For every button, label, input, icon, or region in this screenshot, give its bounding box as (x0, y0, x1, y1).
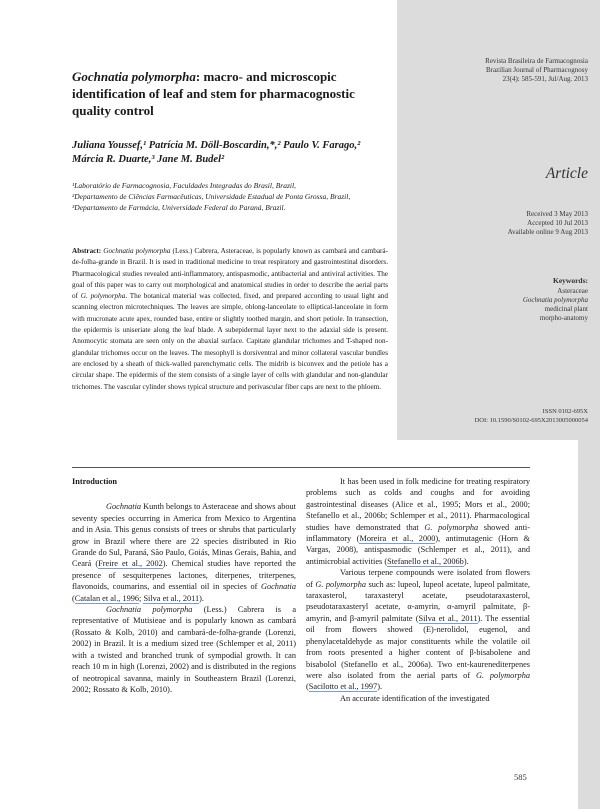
paragraph-text: ( (306, 682, 309, 692)
intro-paragraph-4 (306, 567, 530, 692)
article-dates (428, 210, 588, 237)
intro-paragraph-5: An accurate identification of the investigated (340, 693, 490, 703)
paragraph-text: ). (377, 682, 383, 692)
citation-link[interactable]: Sacilotto et al., 1997 (308, 682, 378, 692)
paragraph-text: ). (199, 593, 204, 603)
citation-link[interactable]: Catalan et al., 1996 (74, 593, 140, 603)
paragraph-text: ). Chemical studies have reported the presence of sesquiterpenes lactones, diterpenes, triterpenes, flavonoids, coumarins, and essential oil in species of (72, 559, 296, 592)
intro-paragraph-1 (72, 501, 296, 604)
right-margin-strip (578, 440, 600, 809)
abstract (72, 246, 388, 393)
journal-name-pt: Revista Brasileira de Farmacognosia (485, 57, 588, 65)
citation-link[interactable]: Silva et al., 2011 (418, 613, 478, 623)
species-name: G. polymorpha (424, 522, 479, 532)
article-identifiers (418, 408, 588, 425)
affiliations (72, 180, 394, 213)
affiliation-item: ³Departamento de Farmácia, Universidade Federal do Paraná, Brazil. (72, 203, 286, 212)
page-number: 585 (514, 772, 527, 782)
title-species: Gochnatia polymorpha (72, 69, 196, 84)
paragraph-text: ). (463, 556, 469, 566)
species-name: G. polymorpha (315, 579, 366, 589)
keyword-item: medicinal plant (544, 305, 588, 313)
accepted-date: Accepted 10 Jul 2013 (527, 219, 588, 227)
keywords-list (418, 287, 588, 323)
journal-volume-info: 23(4): 585-591, Jul/Aug. 2013 (502, 75, 588, 83)
paragraph-text: Various terpene compounds were isolated from flowers of (306, 568, 530, 589)
citation-link[interactable]: Freire et al., 2002 (98, 559, 163, 569)
paragraph-text: ), antimutagenic (Horn & Vargas, 2008), antispasmodic (Schlemper et al., 2011), and antimicrobial activities ( (306, 534, 531, 566)
citation-link[interactable]: Stefanello et al., 2006b (387, 556, 464, 566)
title-rest: : macro- and microscopic identification of leaf and stem for pharmacognostic quality control (72, 69, 355, 118)
body-column-right (306, 476, 530, 704)
affiliation-item: ²Departamento de Ciências Farmacêuticas, Universidade Estadual de Ponta Grossa, Brazil, (72, 192, 351, 201)
paragraph-text: ). The essential oil from flowers showed (E)-nerolidol, eugenol, and phenylacetaldehyde as major constituents while the volatile oil from roots presented a higher content of β-bisabolene and bisabolol (Stefanello et al., 2006a). Two ent-kaurenediterpenes were also isolated from the aerial parts of (306, 613, 530, 680)
issn: ISSN 0102-695X (542, 408, 588, 415)
paragraph-text: (Less.) Cabrera is a representative of Mutisieae and is popularly known as cambará (Rossato & Kolb, 2010) and cambará-de-folha-grande (Lorenzi, 2002) in Brazil. It is a medium sized tree (Schlemper et al, 2011) with a twisted and branched trunk of sympodial growth. It can reach 10 m in high (Lorenzi, 2002) and is distributed in the regions of neotropical savanna, mainly in Southeastern Brazil (Lorenzi, 2002; Rossato & Kolb, 2010). (72, 605, 297, 694)
keyword-item: Gochnatia polymorpha (522, 296, 588, 304)
journal-name-en: Brazilian Journal of Pharmacognosy (485, 66, 588, 74)
author-list (72, 139, 392, 167)
abstract-species: Gochnatia polymorpha (103, 247, 171, 255)
paragraph-text: ( (72, 593, 75, 603)
authors-line-1: Juliana Youssef,¹ Patrícia M. Döll-Boscardin,*,² Paulo V. Farago,² (72, 140, 361, 151)
affiliation-item: ¹Laboratório de Farmacognosia, Faculdades Integradas do Brasil, Brazil, (72, 181, 296, 190)
species-name: G. polymorpha (475, 670, 531, 680)
genus-name: Gochnatia (260, 582, 296, 592)
paragraph-text: Kunth belongs to Asteraceae and shows about seventy species occurring in America from Mexico to Argentina and in Asia. This genus consists of trees or shrubs that particularly grow in Brazil where there are 22 species distributed in Rio Grande do Sul, Paraná, São Paulo, Goiás, Minas Gerais, Bahia, and Ceará ( (72, 502, 296, 569)
keywords-heading: Keywords: (553, 276, 588, 285)
received-date: Received 3 May 2013 (526, 210, 588, 218)
intro-paragraph-2 (72, 604, 296, 695)
body-column-left (72, 476, 296, 695)
article-title (72, 68, 372, 119)
journal-info (428, 57, 588, 84)
section-divider (72, 467, 530, 468)
abstract-species-short: G. polymorpha (80, 292, 126, 301)
intro-paragraph-3 (306, 476, 530, 567)
paragraph-text: such as: lupeol, lupeol acetate, lupeol palmitate, taraxasterol, taraxasteryl acetate, pseudotaraxasterol, pseudotaraxasteryl acetate, α-amyrin, α-amyril palmitate, β-amyrin, and β-amyril palmitate ( (306, 579, 530, 623)
article-type-label: Article (545, 165, 588, 182)
intro-heading: Introduction (72, 477, 118, 486)
citation-link[interactable]: Moreira et al., 2000 (359, 534, 436, 544)
doi[interactable]: DOI: 10.1590/S0102-695X2013005000054 (474, 416, 588, 424)
keyword-item: morpho-anatomy (539, 314, 588, 322)
paragraph-text: It has been used in folk medicine for treating respiratory problems such as colds and coughs and for avoiding gastrointestinal diseases (Alice et al., 1995; Mors et al., 2000; Stefanello et al., 2006b; Schlemper et al., 2011). Pharmacological studies have demonstrated that (306, 477, 530, 532)
keyword-item: Asteraceae (557, 287, 588, 295)
paragraph-text: showed anti-inflammatory ( (306, 522, 530, 544)
species-name: Gochnatia polymorpha (106, 605, 193, 615)
abstract-text-2: . The botanical material was collected, fixed, and prepared according to usual light and scanning electron microtechniques. The leaves are simple, oblong-lanceolate to elliptical-lanceolate in form with mucronate acute apex, rounded base, entire or slightly toothed margin, and short petiole. In transection, the epidermis is uniseriate along the leaf blade. A subepidermal layer next to the adaxial side is present. Anomocytic stomata are seen only on the abaxial surface. Capitate glandular trichomes and T-shaped non-glandular trichomes occur on the leaves. The mesophyll is dorsiventral and minor collateral vascular bundles are enclosed by a sheath of thick-walled parenchymatic cells. The midrib is biconvex and the petiole has a circular shape. The epidermis of the stem consists of a single layer of cells with glandular and non-glandular trichomes. The vascular cylinder shows typical structure and perivascular fiber caps are next to the phloem. (72, 292, 388, 391)
genus-name: Gochnatia (106, 502, 142, 512)
citation-link[interactable]: Silva et al., 2011 (143, 593, 200, 603)
paragraph-text: ; (139, 593, 144, 603)
authors-line-2: Márcia R. Duarte,³ Jane M. Budel² (72, 154, 225, 165)
online-date: Available online 9 Aug 2013 (507, 228, 588, 236)
abstract-label: Abstract: (72, 247, 102, 255)
abstract-text-1: (Less.) Cabrera, Asteraceae, is popularly known as cambará and cambará-de-folha-grande in Brazil. It is used in traditional medicine to treat respiratory and gastrointestinal disorders. Pharmacological studies revealed anti-inflammatory, antispasmodic, antibacterial and antiviral activities. The goal of this paper was to carry out morphological and anatomical studies in order to describe the aerial parts of (72, 247, 389, 301)
